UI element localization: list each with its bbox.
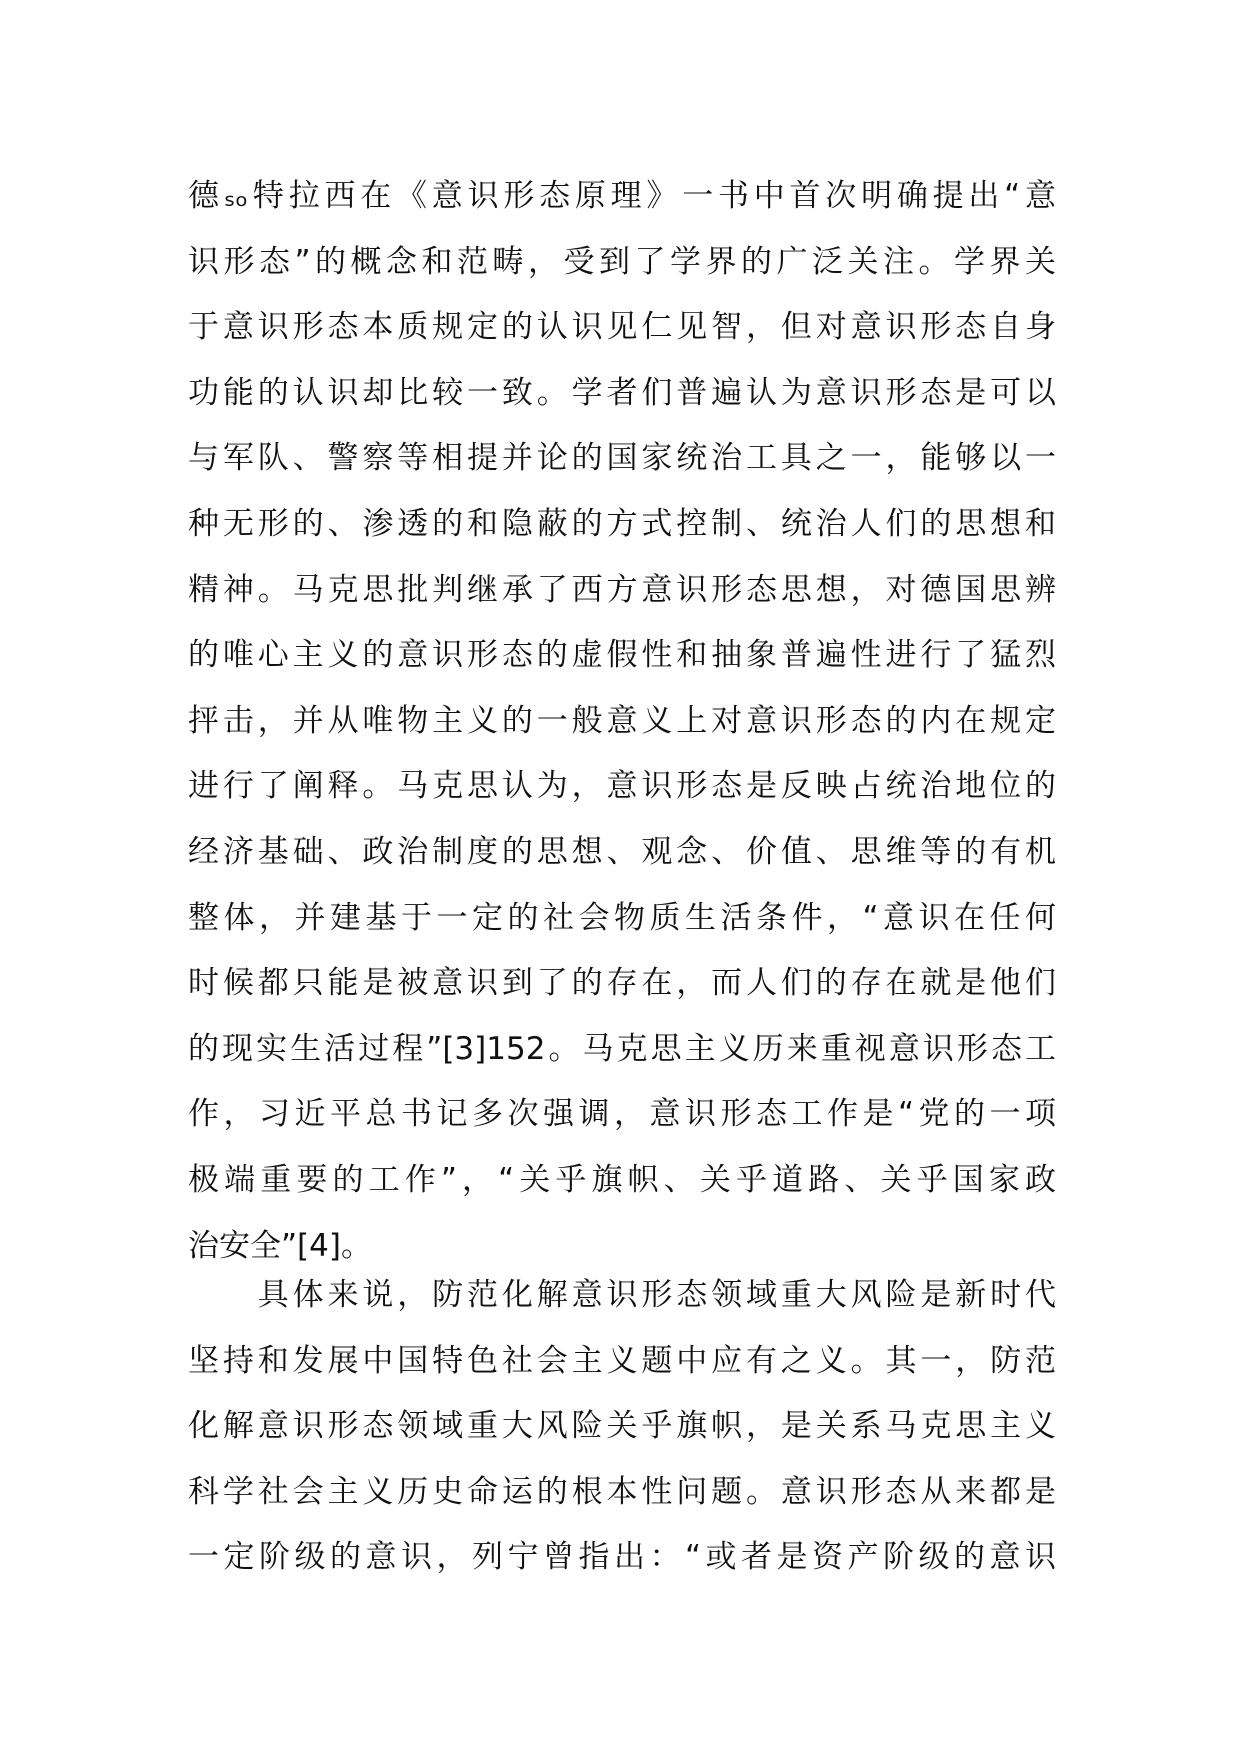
paragraph-1	[188, 164, 1056, 1279]
text-line: 进行了阐释。马克思认为，意识形态是反映占统治地位的	[188, 768, 1056, 805]
text-line: 识形态”的概念和范畴，受到了学界的广泛关注。学界关	[188, 243, 1056, 280]
text-line: 德ₛₒ特拉西在《意识形态原理》一书中首次明确提出“意	[188, 178, 1056, 214]
text-line: 的现实生活过程”[3]152。马克思主义历来重视意识形态工	[188, 1030, 1056, 1067]
text-line: 一定阶级的意识，列宁曾指出：“或者是资产阶级的意识	[188, 1539, 1056, 1576]
text-line: 作，习近平总书记多次强调，意识形态工作是“党的一项	[188, 1096, 1056, 1133]
text-line: 与军队、警察等相提并论的国家统治工具之一，能够以一	[188, 440, 1056, 477]
text-line: 具体来说，防范化解意识形态领域重大风险是新时代	[188, 1277, 1056, 1313]
text-line: 于意识形态本质规定的认识见仁见智，但对意识形态自身	[188, 309, 1056, 346]
text-line: 抨击，并从唯物主义的一般意义上对意识形态的内在规定	[188, 702, 1056, 739]
text-line: 整体，并建基于一定的社会物质生活条件，“意识在任何	[188, 899, 1056, 936]
text-line: 化解意识形态领域重大风险关乎旗帜，是关系马克思主义	[188, 1408, 1056, 1445]
text-line: 功能的认识却比较一致。学者们普遍认为意识形态是可以	[188, 374, 1056, 411]
text-line: 时候都只能是被意识到了的存在，而人们的存在就是他们	[188, 965, 1056, 1002]
text-line: 治安全”[4]。	[188, 1227, 372, 1264]
text-line: 坚持和发展中国特色社会主义题中应有之义。其一，防范	[188, 1342, 1056, 1379]
text-line: 精神。马克思批判继承了西方意识形态思想，对德国思辨	[188, 571, 1056, 608]
text-line: 科学社会主义历史命运的根本性问题。意识形态从来都是	[188, 1473, 1056, 1510]
text-line: 种无形的、渗透的和隐蔽的方式控制、统治人们的思想和	[188, 505, 1056, 542]
text-line: 经济基础、政治制度的思想、观念、价值、思维等的有机	[188, 833, 1056, 870]
text-line: 极端重要的工作”，“关乎旗帜、关乎道路、关乎国家政	[188, 1161, 1056, 1198]
text-line: 的唯心主义的意识形态的虚假性和抽象普遍性进行了猛烈	[188, 637, 1056, 674]
paragraph-2	[188, 1263, 1056, 1591]
